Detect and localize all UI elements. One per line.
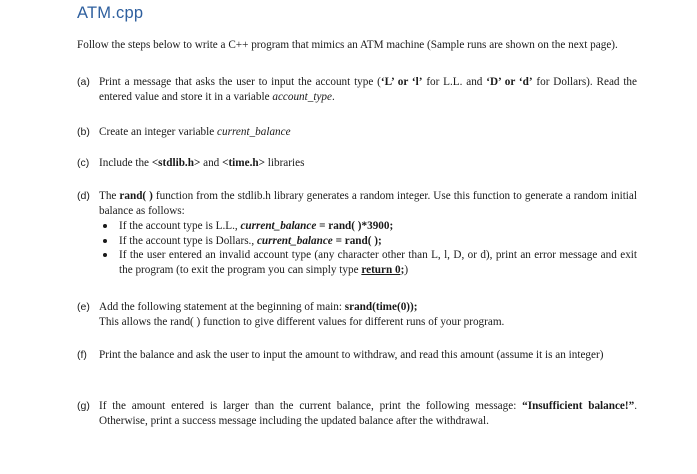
step-text [99,348,637,363]
step-label: (d) [77,190,90,202]
step-label: (e) [77,301,90,313]
text-run: “Insufficient balance!” [522,400,635,412]
step-a [77,75,637,104]
text-run: If the account type is L.L., [119,220,241,232]
step-label: (a) [77,76,90,88]
bullet-list [99,219,637,277]
text-run: If the user entered an invalid account type (any character other than L, l, D, or d), print an error message and exit the program (to exit the program you can simply type [119,249,637,276]
text-run: libraries [264,157,305,169]
text-run: and [200,157,223,169]
text-run: Include the [99,157,152,169]
intro-paragraph: Follow the steps below to write a C++ program that mimics an ATM machine (Sample runs are shown on the next page). [77,39,618,51]
text-run: current_balance [256,234,333,247]
step-c [77,156,637,171]
text-run: current_balance [217,126,291,138]
text-run: Add the following statement at the beginning of main: [99,301,345,313]
step-f [77,348,637,363]
text-run: rand( ) [119,190,153,202]
step-text [99,125,637,140]
step-g [77,399,637,428]
step-text [99,156,637,171]
step-text [99,75,637,104]
text-run: . [332,90,335,103]
text-run: function from the stdlib.h library generates a random integer. Use this function to generate a random initial balance as follows: [99,190,637,217]
text-run: Print a message that asks the user to input the account type ( [99,76,381,88]
bullet-item [99,234,637,249]
text-run: <stdlib.h> [151,157,201,169]
text-run: Print the balance and ask the user to input the amount to withdraw, and read this amount (assume it is an integer) [99,349,604,361]
text-run: current_balance [240,220,317,232]
step-e [77,300,637,329]
text-run: Create an integer variable [99,126,218,138]
document-title: ATM.cpp [77,4,144,22]
step-d [77,189,637,277]
text-run: If the amount entered is larger than the current balance, print the following message: [99,400,523,412]
text-run: . Otherwise, print a success message including the updated balance after the withdrawal. [99,400,638,427]
text-run: ) [404,263,409,276]
text-run: The [99,190,120,202]
step-text [99,399,637,428]
text-run: = rand( ); [332,234,382,247]
text-run: <time.h> [222,157,265,169]
text-run: ‘L’ or ‘l’ [380,76,423,88]
step-b [77,125,637,140]
text-run: return 0; [361,263,405,276]
step-text [99,300,637,329]
text-run: = rand( )*3900; [316,220,394,232]
bullet-item [99,248,637,277]
text-run: If the account type is Dollars., [119,234,257,247]
text-run: This allows the rand( ) function to give different values for different runs of your program. [99,315,505,328]
text-run: account_type [272,90,332,103]
text-run: for L.L. and [422,76,487,88]
text-run: srand(time(0)); [344,301,418,313]
step-label: (b) [77,126,90,138]
text-run: ‘D’ or ‘d’ [486,76,533,88]
step-text [99,189,637,218]
step-label: (f) [77,349,87,361]
text-run: for Dollars). Read the entered value and store it in a variable [99,76,637,103]
step-label: (c) [77,157,90,169]
step-label: (g) [77,400,90,412]
bullet-item [99,219,637,234]
